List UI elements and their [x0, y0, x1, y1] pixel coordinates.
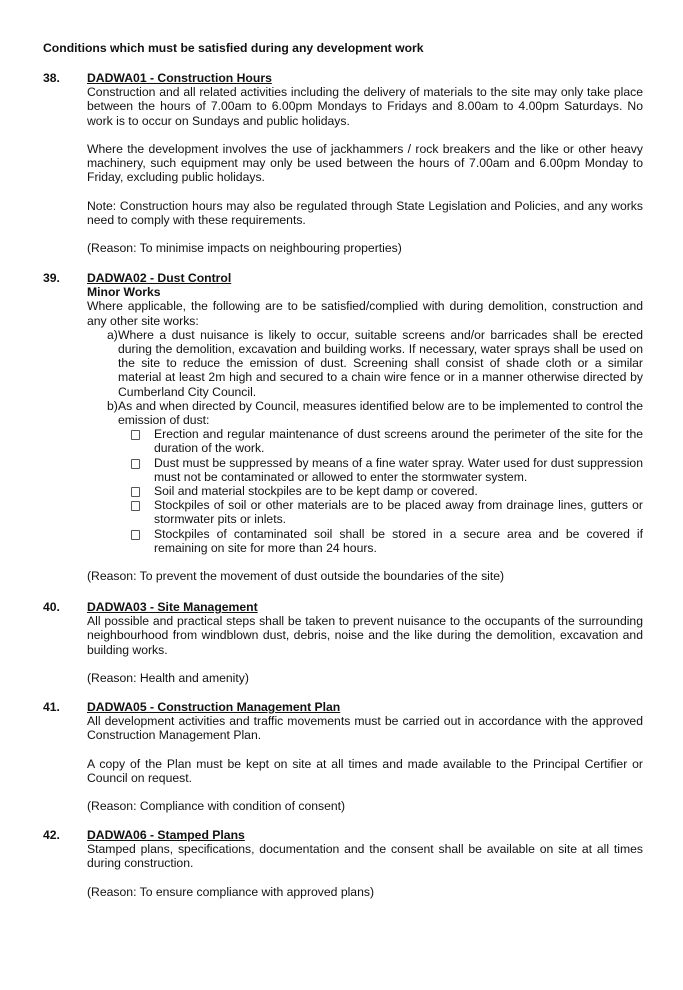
- section-heading: Conditions which must be satisfied during any development work: [43, 41, 424, 55]
- condition-paragraph: Construction and all related activities including the delivery of materials to the site may only take place between the hours of 7.00am to 6.00pm Mondays to Fridays and 8.00am to 4.00pm Saturdays. No work is to occur on Sundays and public holidays.: [87, 85, 643, 128]
- bullet-item: [87, 484, 643, 498]
- bullet-item: [87, 427, 643, 455]
- condition-subtitle: Minor Works: [87, 285, 161, 300]
- checkbox-bullet-icon: [131, 487, 140, 497]
- checkbox-bullet-icon: [131, 430, 140, 440]
- condition-paragraph: A copy of the Plan must be kept on site at all times and made available to the Principal Certifier or Council on request.: [87, 756, 643, 785]
- condition-paragraph: Where the development involves the use of jackhammers / rock breakers and the like or other heavy machinery, such equipment may only be used between the hours of 7.00am and 6.00pm Monday to Friday, excluding public holidays.: [87, 142, 643, 185]
- list-marker: b): [107, 398, 118, 413]
- condition-title: DADWA05 - Construction Management Plan: [87, 700, 341, 714]
- checkbox-bullet-icon: [131, 501, 140, 511]
- condition-number: 40.: [43, 600, 60, 614]
- checkbox-bullet-icon: [131, 459, 140, 469]
- bullet-text: Dust must be suppressed by means of a fine water spray. Water used for dust suppression must not be contaminated or allowed to enter the stormwater system.: [154, 455, 643, 484]
- condition-reason: (Reason: To minimise impacts on neighbouring properties): [87, 241, 402, 256]
- condition-paragraph: All development activities and traffic movements must be carried out in accordance with the approved Construction Management Plan.: [87, 714, 643, 743]
- bullet-text: Erection and regular maintenance of dust screens around the perimeter of the site for the duration of the work.: [154, 427, 643, 456]
- condition-number: 42.: [43, 828, 60, 842]
- condition-reason: (Reason: To prevent the movement of dust outside the boundaries of the site): [87, 569, 505, 584]
- list-item: [87, 328, 643, 399]
- condition-note: Note: Construction hours may also be regulated through State Legislation and Policies, and any works need to comply with these requirements.: [87, 198, 643, 227]
- condition-intro: Where applicable, the following are to be satisfied/complied with during demolition, construction and any other site works:: [87, 299, 643, 328]
- bullet-item: [87, 527, 643, 555]
- list-item: [87, 399, 643, 427]
- bullet-item: [87, 456, 643, 484]
- condition-reason: (Reason: To ensure compliance with approved plans): [87, 884, 375, 899]
- condition-paragraph: All possible and practical steps shall be taken to prevent nuisance to the occupants of the surrounding neighbourhood from windblown dust, debris, noise and the like during the demolition, excavation and building works.: [87, 614, 643, 657]
- condition-number: 41.: [43, 700, 60, 714]
- list-item-text: Where a dust nuisance is likely to occur, suitable screens and/or barricades shall be erected during the demolition, excavation and building works. If necessary, water sprays shall be used on the site to reduce the emission of dust. Screening shall consist of shade cloth or a similar material at least 2m high and secured to a chain wire fence or in a manner otherwise directed by Cumberland City Council.: [118, 327, 643, 399]
- condition-number: 39.: [43, 271, 60, 285]
- checkbox-bullet-icon: [131, 530, 140, 540]
- bullet-text: Soil and material stockpiles are to be kept damp or covered.: [154, 484, 478, 499]
- condition-title: DADWA01 - Construction Hours: [87, 71, 272, 85]
- condition-paragraph: Stamped plans, specifications, documentation and the consent shall be available on site at all times during construction.: [87, 842, 643, 871]
- list-item-text: As and when directed by Council, measures identified below are to be implemented to control the emission of dust:: [118, 398, 643, 428]
- list-marker: a): [107, 327, 118, 342]
- bullet-item: [87, 498, 643, 526]
- condition-reason: (Reason: Compliance with condition of consent): [87, 799, 346, 814]
- condition-list: [87, 328, 643, 555]
- condition-title: DADWA02 - Dust Control: [87, 271, 232, 285]
- bullet-text: Stockpiles of contaminated soil shall be stored in a secure area and be covered if remaining on site for more than 24 hours.: [154, 526, 643, 555]
- condition-title: DADWA06 - Stamped Plans: [87, 828, 245, 842]
- condition-reason: (Reason: Health and amenity): [87, 671, 249, 685]
- bullet-text: Stockpiles of soil or other materials are to be placed away from drainage lines, gutters or stormwater pits or inlets.: [154, 498, 643, 527]
- condition-title: DADWA03 - Site Management: [87, 600, 258, 614]
- condition-number: 38.: [43, 71, 60, 85]
